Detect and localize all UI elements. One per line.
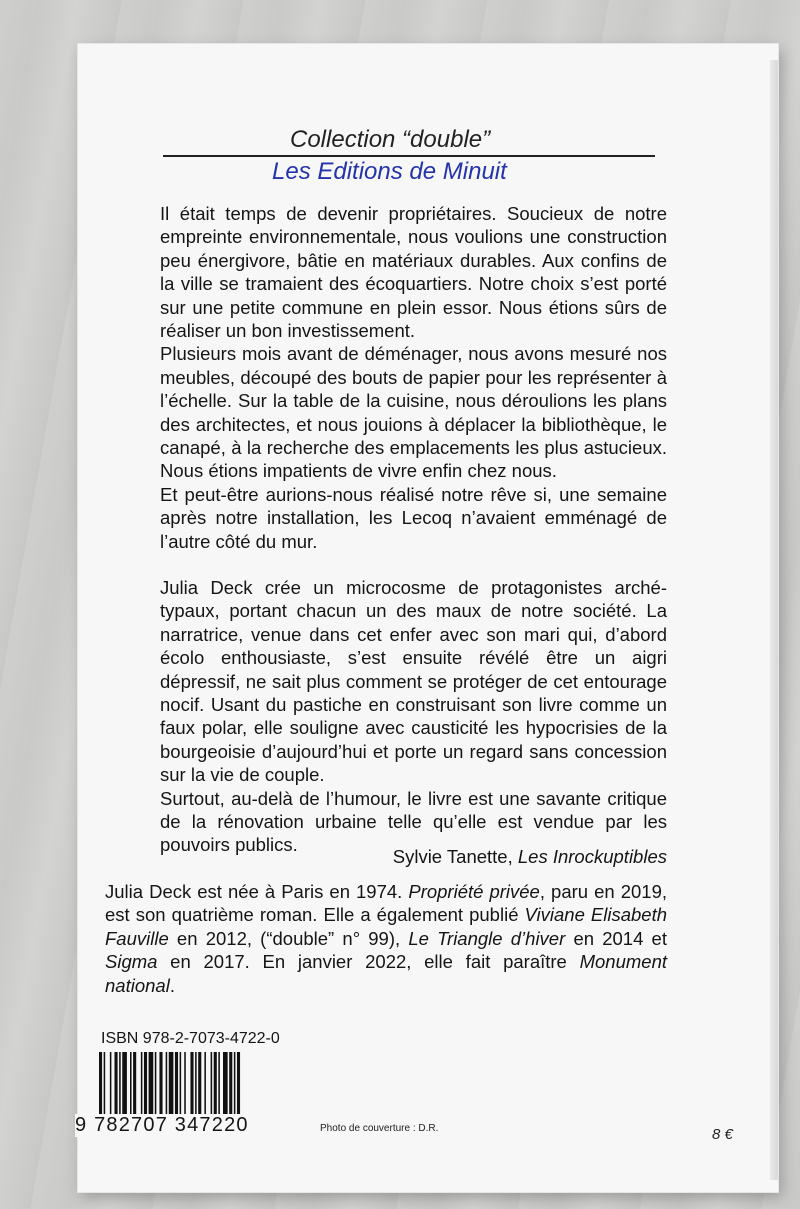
- bio-text: en 2012, (“double” n° 99),: [168, 927, 409, 949]
- synopsis-paragraph: Et peut-être aurions-nous réalisé notre rêve si, une semaine après notre installation, les Lecoq n’avaient emménagé de l’autre côté du mur.: [160, 483, 667, 552]
- bio-text: en 2017. En janvier 2022, elle fait paraître: [157, 951, 580, 973]
- review-author: Sylvie Tanette,: [392, 846, 513, 867]
- bio-text: , paru en 2019, est son quatrième roman. Elle a également publié: [105, 881, 668, 926]
- bio-text: .: [169, 974, 175, 996]
- synopsis: [160, 202, 667, 553]
- bio-title: Propriété privée: [408, 881, 540, 902]
- bio-text: Julia Deck est née à Paris en 1974.: [105, 881, 409, 902]
- isbn: ISBN 978-2-7073-4722-0: [101, 1030, 280, 1047]
- review-paragraph: Julia Deck crée un microcosme de protagonistes archétypaux, portant chacun un des maux de notre société. La narratrice, venue dans cet enfer avec son mari qui, d’abord écolo enthousiaste, s’est ensuite révélé être un aigri dépressif, ne sait plus comment se protéger de cet entourage nocif. Usant du pastiche en construisant son livre comme un faux polar, elle souligne avec causticité les hypocrisies de la bourgeoisie d’aujourd’hui et porte un regard sans concession sur la vie de couple.: [160, 577, 667, 786]
- review-paragraph: Surtout, au-delà de l’humour, le livre est une savante critique de la rénovation urbaine telle qu’elle est vendue par les pouvoirs publics.: [160, 787, 667, 856]
- header-rule: [163, 155, 655, 157]
- synopsis-paragraph: Plusieurs mois avant de déménager, nous avons mesuré nos meubles, découpé des bouts de papier pour les représenter à l’échelle. Sur la table de la cuisine, nous déroulions les plans des architectes, et nous jouions à déplacer la bibliothèque, le canapé, à la recherche des emplacements les plus astucieux. Nous étions impatients de vivre enfin chez nous.: [160, 343, 667, 482]
- price: 8 €: [712, 1126, 733, 1143]
- publisher-name: Les Editions de Minuit: [272, 158, 507, 185]
- review: [160, 576, 667, 857]
- review-attribution: [300, 846, 667, 868]
- bio-text: en 2014 et: [565, 927, 667, 949]
- bio-title: Monument national: [105, 951, 667, 996]
- bio-title: Sigma: [105, 951, 158, 973]
- bio-title: Le Triangle d’hiver: [408, 927, 566, 949]
- cover-photo-credit: Photo de couverture : D.R.: [320, 1123, 439, 1134]
- book-edge: [770, 60, 778, 1180]
- author-bio: [105, 880, 667, 997]
- synopsis-paragraph: Il était temps de devenir propriétaires. Soucieux de notre empreinte environnementale, nous voulions une construction peu énergivore, bâtie en matériaux durables. Aux confins de la ville se tramaient des écoquartiers. Notre choix s’est porté sur une petite commune en plein essor. Nous étions sûrs de réaliser un bon investissement.: [160, 203, 667, 342]
- collection-title: Collection “double”: [290, 126, 491, 153]
- review-source: Les Inrockuptibles: [517, 846, 667, 867]
- bio-title: Viviane Elisabeth Fauville: [105, 904, 667, 949]
- barcode-digits: 9 782707 347220: [75, 1114, 249, 1136]
